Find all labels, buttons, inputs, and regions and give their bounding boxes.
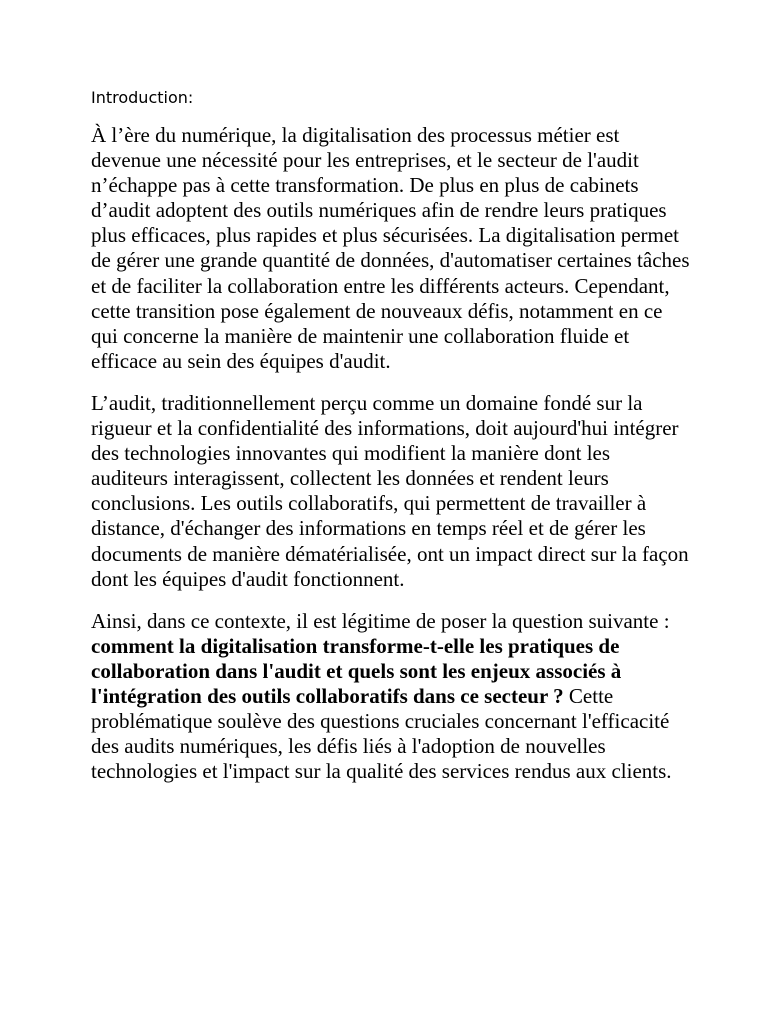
paragraph-2: L’audit, traditionnellement perçu comme un domaine fondé sur la rigueur et la confidentialité des informations, doit aujourd'hui intégrer des technologies innovantes qui modifient la manière dont les auditeurs interagissent, collectent les données et rendent leurs conclusions. Les outils collaboratifs, qui permettent de travailler à distance, d'échanger des informations en temps réel et de gérer les documents de manière dématérialisée, ont un impact direct sur la façon dont les équipes d'audit fonctionnent. — [91, 390, 689, 591]
research-question: comment la digitalisation transforme-t-elle les pratiques de collaboration dans l'audit et quels sont les enjeux associés à l'intégration des outils collaboratifs dans ce secteur ? — [91, 633, 622, 708]
paragraph-3-tail: Cette problématique soulève des questions cruciales concernant l'efficacité des audits numériques, les défis liés à l'adoption de nouvelles technologies et l'impact sur la qualité des services rendus aux clients. — [91, 683, 672, 784]
paragraph-1: À l’ère du numérique, la digitalisation des processus métier est devenue une nécessité pour les entreprises, et le secteur de l'audit n’échappe pas à cette transformation. De plus en plus de cabinets d’audit adoptent des outils numériques afin de rendre leurs pratiques plus efficaces, plus rapides et plus sécurisées. La digitalisation permet de gérer une grande quantité de données, d'automatiser certaines tâches et de faciliter la collaboration entre les différents acteurs. Cependant, cette transition pose également de nouveaux défis, notamment en ce qui concerne la manière de maintenir une collaboration fluide et efficace au sein des équipes d'audit. — [91, 123, 690, 373]
paragraph-3 — [91, 609, 691, 785]
section-heading: Introduction: — [91, 88, 194, 107]
document-page — [91, 86, 691, 801]
paragraph-3-lead: Ainsi, dans ce contexte, il est légitime de poser la question suivante : — [91, 608, 670, 633]
